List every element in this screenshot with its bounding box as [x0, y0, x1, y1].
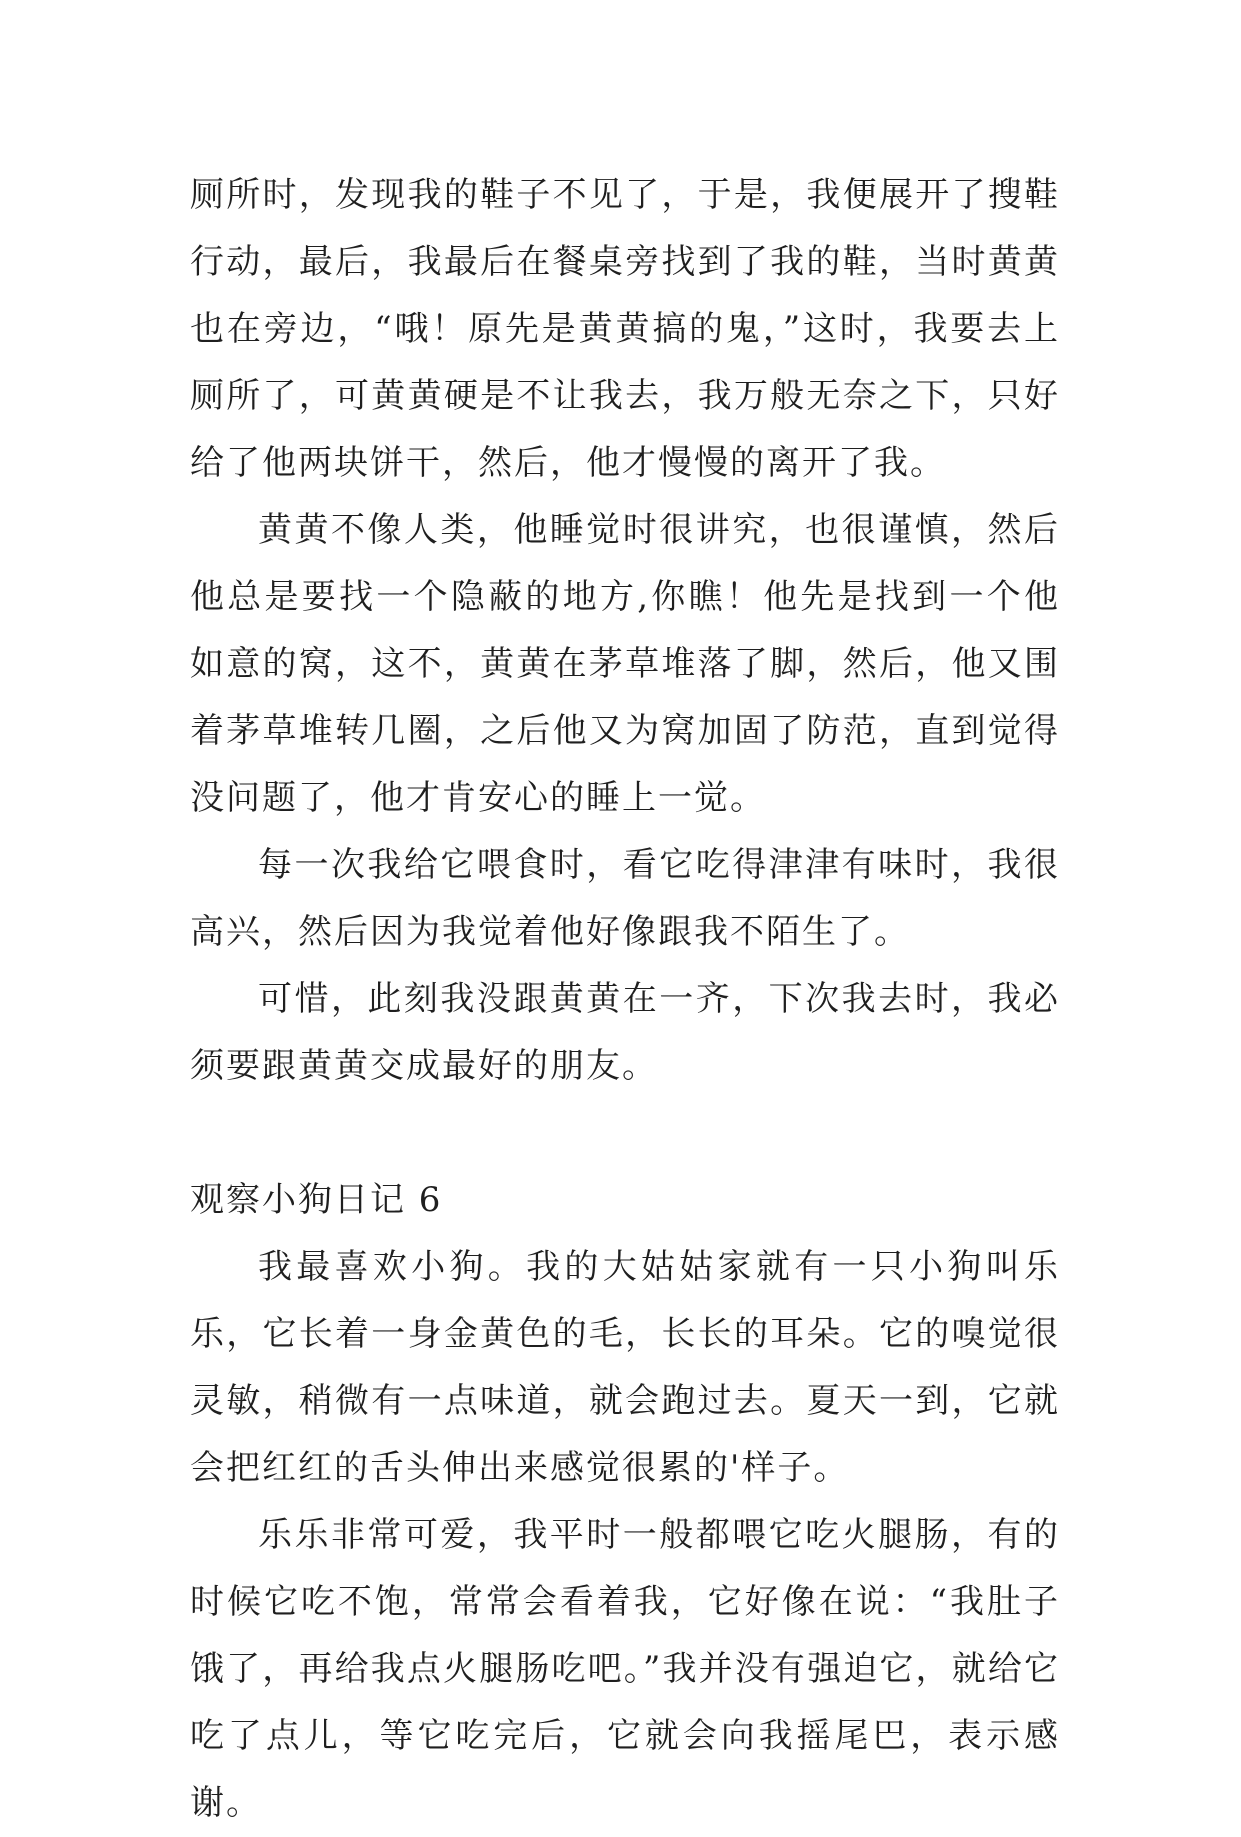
section-title: 观察小狗日记 6: [190, 1180, 443, 1220]
document-body: [190, 162, 1060, 1837]
paragraph-feeding: 每一次我给它喂食时，看它吃得津津有味时，我很高兴，然后因为我觉着他好像跟我不陌生了。: [190, 845, 1060, 952]
continued-paragraph: 厕所时，发现我的鞋子不见了，于是，我便展开了搜鞋行动，最后，我最后在餐桌旁找到了我的鞋，当时黄黄也在旁边，“哦！原先是黄黄搞的鬼，”这时，我要去上厕所了，可黄黄硬是不让我去，我万般无奈之下，只好给了他两块饼干，然后，他才慢慢的离开了我。: [190, 175, 1060, 483]
paragraph-regret: 可惜，此刻我没跟黄黄在一齐，下次我去时，我必须要跟黄黄交成最好的朋友。: [190, 979, 1060, 1086]
paragraph-sleeping-habits: 黄黄不像人类，他睡觉时很讲究，也很谨慎，然后他总是要找一个隐蔽的地方,你瞧！他先是找到一个他如意的窝，这不，黄黄在茅草堆落了脚，然后，他又围着茅草堆转几圈，之后他又为窝加固了防范，直到觉得没问题了，他才肯安心的睡上一觉。: [190, 510, 1060, 818]
paragraph-lele-intro: 我最喜欢小狗。我的大姑姑家就有一只小狗叫乐乐，它长着一身金黄色的毛，长长的耳朵。它的嗅觉很灵敏，稍微有一点味道，就会跑过去。夏天一到，它就会把红红的舌头伸出来感觉很累的'样子。: [190, 1247, 1060, 1488]
paragraph-lele-feeding: 乐乐非常可爱，我平时一般都喂它吃火腿肠，有的时候它吃不饱，常常会看着我，它好像在说：“我肚子饿了，再给我点火腿肠吃吧。”我并没有强迫它，就给它吃了点儿，等它吃完后，它就会向我摇尾巴，表示感谢。: [190, 1515, 1060, 1823]
